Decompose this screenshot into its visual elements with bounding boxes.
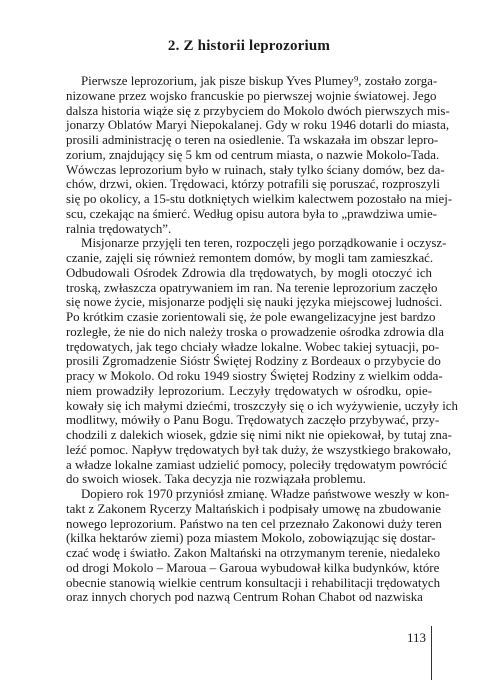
text-line: (kilka hektarów ziemi) poza miastem Mokolo, zobowiązując się dostar-	[66, 531, 436, 546]
text-line: prosili Zgromadzenie Sióstr Świętej Rodziny z Bordeaux o przybycie do	[66, 354, 441, 369]
body-text	[66, 74, 458, 605]
text-line: leźć pomoc. Napływ trędowatych był tak duży, że wszystkiego brakowało,	[66, 442, 452, 457]
text-line: dalsza historia wiąże się z przybyciem do Mokolo dwóch pierwszych mis-	[66, 103, 450, 118]
text-line: się po okolicy, a 15-stu dotkniętych wielkim kalectwem pozostało na miej-	[66, 192, 453, 206]
text-line: modlitwy, mówiły o Panu Bogu. Trędowatych zaczęło przybywać, przy-	[66, 413, 440, 428]
text-line: się nowe życie, misjonarze podjęli się nauki języka miejscowej ludności.	[66, 295, 443, 310]
margin-rule	[431, 626, 432, 680]
text-line: trędowatych, jak tego chciały władze lokalne. Wobec takiej sytuacji, po-	[66, 339, 440, 354]
text-line: chodzili z dalekich wiosek, gdzie się nimi nikt nie opiekował, by tutaj zna-	[66, 428, 452, 442]
text-line: obecnie stanowią wielkie centrum konsultacji i rehabilitacji trędowatych	[66, 575, 441, 590]
section-heading: 2. Z historii leprozorium	[167, 38, 331, 54]
text-line: niem prowadziły leprozorium. Leczyły trędowatych w ośrodku, opie-	[66, 383, 432, 398]
text-line: prosili administrację o teren na osiedlenie. Ta wskazała im obszar lepro-	[66, 133, 439, 147]
text-line: nowego leprozorium. Państwo na ten cel przeznało Zakonowi duży teren	[66, 516, 442, 531]
text-line: kowały się ich małymi dziećmi, troszczyły się o ich wyżywienie, uczyły ich	[66, 398, 458, 413]
text-line: pracy w Mokolo. Od roku 1949 siostry Świętej Rodziny z wielkim odda-	[66, 369, 443, 383]
text-line: takt z Zakonem Rycerzy Maltańskich i podpisały umowę na zbudowanie	[66, 501, 441, 516]
page-number: 113	[406, 630, 426, 645]
paragraph	[66, 74, 453, 236]
text-line: nizowane przez wojsko francuskie po pierwszej wojnie światowej. Jego	[66, 88, 437, 103]
text-line: ralnia trędowatych”.	[66, 221, 172, 236]
text-line: jonarzy Oblatów Maryi Niepokalanej. Gdy w roku 1946 dotarli do miasta,	[66, 118, 450, 133]
paragraph	[66, 236, 458, 487]
text-line: Dopiero rok 1970 przyniósł zmianę. Władze państwowe weszły w kon-	[81, 487, 450, 501]
text-line: od drogi Mokolo – Maroua – Garoua wybudował kilka budynków, które	[66, 560, 440, 575]
text-line: a władze lokalne zamiast udzielić pomocy, poleciły trędowatym powrócić	[66, 457, 448, 472]
text-line: zorium, znajdujący się 5 km od centrum miasta, o nazwie Mokolo-Tada.	[66, 147, 440, 162]
text-line: rozległe, że nie do nich należy troska o prowadzenie ośrodka zdrowia dla	[66, 324, 444, 339]
text-line: Misjonarze przyjęli ten teren, rozpoczęli jego porządkowanie i oczysz-	[81, 236, 447, 251]
text-line: Odbudowali Ośrodek Zdrowia dla trędowatych, by mogli otoczyć ich	[66, 265, 432, 280]
text-line: Wówczas leprozorium było w ruinach, stały tylko ściany domów, bez da-	[66, 162, 445, 177]
text-line: Po krótkim czasie zorientowali się, że pole ewangelizacyjne jest bardzo	[66, 310, 436, 324]
text-line: Pierwsze leprozorium, jak pisze biskup Yves Plumey⁹, zostało zorga-	[81, 74, 438, 88]
text-line: czanie, zajęli się również remontem domów, by mogli tam zamieszkać.	[66, 251, 434, 265]
text-line: scu, czekając na śmierć. Według opisu autora była to „prawdziwa umie-	[66, 206, 437, 221]
paragraph	[66, 487, 450, 605]
text-line: troską, zwłaszcza opatrywaniem im ran. Na terenie leprozorium zaczęło	[66, 280, 438, 295]
text-line: do swoich wiosek. Taka decyzja nie rozwiązała problemu.	[66, 472, 366, 487]
text-line: chów, drzwi, okien. Trędowaci, którzy potrafili się poruszać, rozproszyli	[66, 177, 440, 192]
text-line: oraz innych chorych pod nazwą Centrum Rohan Chabot od nazwiska	[66, 590, 423, 605]
text-line: czać wodę i światło. Zakon Maltański na otrzymanym terenie, niedaleko	[66, 546, 441, 560]
